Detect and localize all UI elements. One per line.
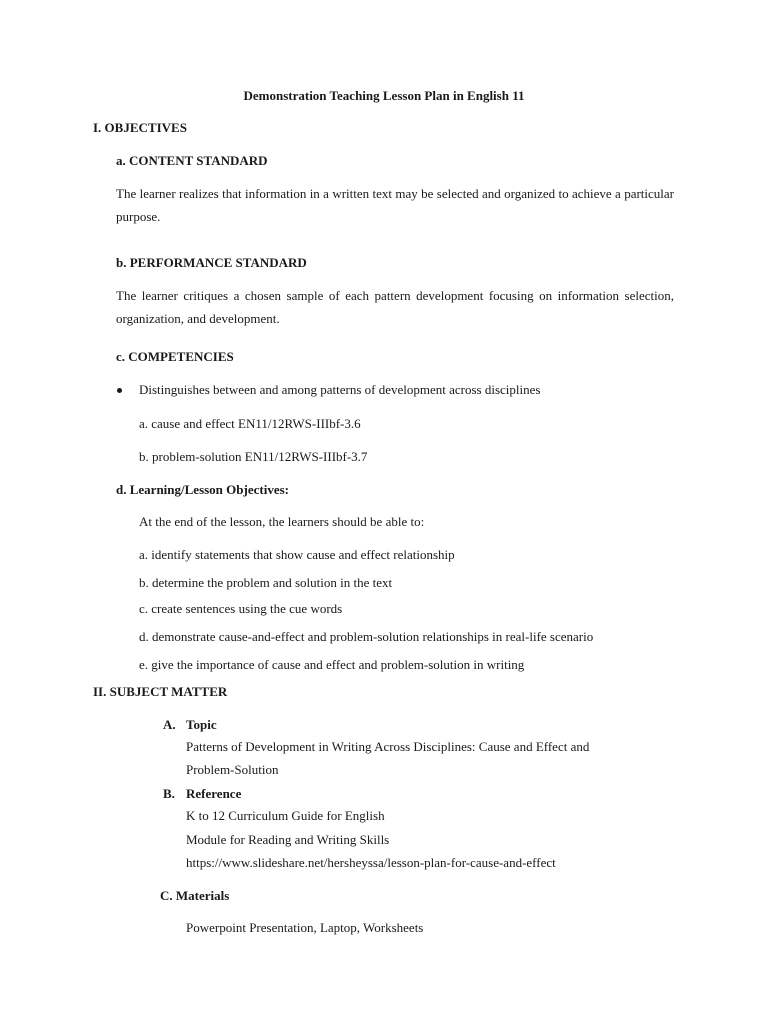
- topic-marker: A.: [163, 717, 176, 732]
- learning-objectives-intro: At the end of the lesson, the learners should be able to:: [139, 514, 425, 529]
- reference-label: Reference: [186, 786, 242, 801]
- section-heading-objectives: I. OBJECTIVES: [93, 120, 187, 135]
- learning-objectives-heading: d. Learning/Lesson Objectives:: [116, 482, 289, 497]
- materials-heading: C. Materials: [160, 888, 230, 903]
- reference-item: K to 12 Curriculum Guide for English: [186, 808, 385, 823]
- performance-standard-heading: b. PERFORMANCE STANDARD: [116, 255, 307, 270]
- content-standard-text: The learner realizes that information in a written text may be selected and organized to achieve a particular purpose.: [116, 186, 674, 224]
- competency-item: b. problem-solution EN11/12RWS-IIIbf-3.7: [139, 449, 368, 464]
- learning-objective-item: d. demonstrate cause-and-effect and problem-solution relationships in real-life scenario: [139, 629, 594, 644]
- materials-text: Powerpoint Presentation, Laptop, Worksheets: [186, 920, 424, 935]
- performance-standard-text: The learner critiques a chosen sample of each pattern development focusing on information selection, organization, and development.: [116, 288, 674, 326]
- section-heading-subject-matter: II. SUBJECT MATTER: [93, 684, 228, 699]
- document-title: Demonstration Teaching Lesson Plan in English 11: [243, 88, 525, 103]
- topic-text-line: Patterns of Development in Writing Across Disciplines: Cause and Effect and: [186, 739, 590, 754]
- competency-bullet-text: Distinguishes between and among patterns of development across disciplines: [139, 382, 541, 397]
- content-standard-heading: a. CONTENT STANDARD: [116, 153, 268, 168]
- topic-label: Topic: [186, 717, 217, 732]
- learning-objective-item: b. determine the problem and solution in the text: [139, 575, 393, 590]
- learning-objective-item: a. identify statements that show cause and effect relationship: [139, 547, 455, 562]
- learning-objective-item: c. create sentences using the cue words: [139, 601, 343, 616]
- topic-text-line: Problem-Solution: [186, 762, 279, 777]
- reference-link[interactable]: https://www.slideshare.net/hersheyssa/lesson-plan-for-cause-and-effect: [186, 855, 556, 870]
- bullet-icon: [117, 388, 122, 393]
- competencies-heading: c. COMPETENCIES: [116, 349, 234, 364]
- reference-marker: B.: [163, 786, 175, 801]
- reference-item: Module for Reading and Writing Skills: [186, 832, 390, 847]
- learning-objective-item: e. give the importance of cause and effect and problem-solution in writing: [139, 657, 525, 672]
- competency-item: a. cause and effect EN11/12RWS-IIIbf-3.6: [139, 416, 361, 431]
